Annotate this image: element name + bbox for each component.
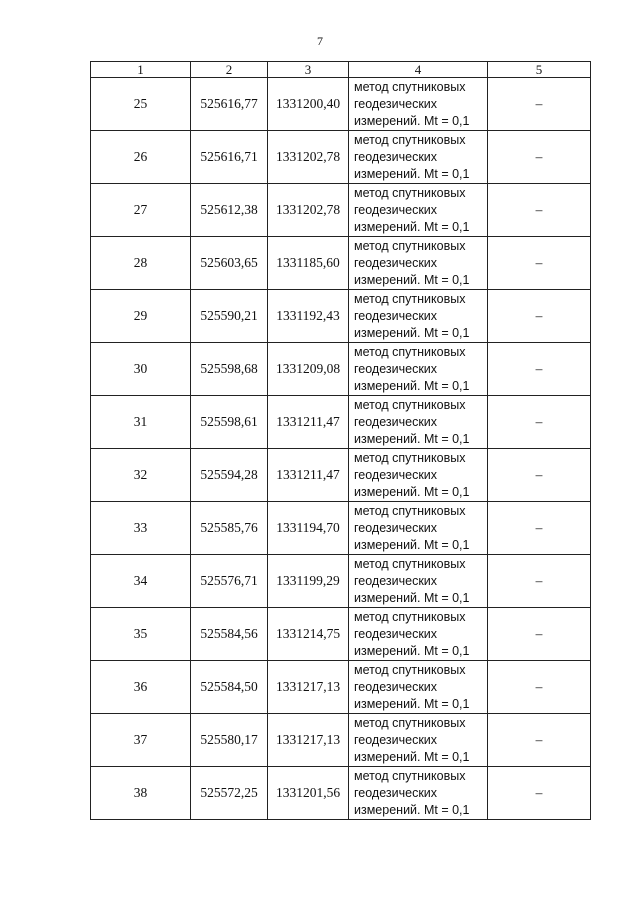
- point-number-cell: 26: [91, 131, 191, 184]
- table-row: [91, 714, 591, 767]
- method-line-1: метод спутниковых: [354, 503, 466, 518]
- point-number-cell: 33: [91, 502, 191, 555]
- y-coordinate-cell: 1331202,78: [268, 184, 349, 237]
- table-row: [91, 555, 591, 608]
- method-line-1: метод спутниковых: [354, 556, 466, 571]
- point-number-cell: 31: [91, 396, 191, 449]
- point-number-cell: 38: [91, 767, 191, 820]
- y-coordinate-cell: 1331214,75: [268, 608, 349, 661]
- method-line-2: геодезических: [354, 626, 438, 641]
- point-number-cell: 27: [91, 184, 191, 237]
- note-cell: –: [488, 767, 591, 820]
- method-line-2: геодезических: [354, 467, 438, 482]
- method-cell: [349, 767, 488, 820]
- method-line-3: измерений. Mt = 0,1: [354, 378, 470, 393]
- y-coordinate-cell: 1331202,78: [268, 131, 349, 184]
- method-line-2: геодезических: [354, 308, 438, 323]
- page-number: 7: [317, 34, 323, 48]
- header-col-3: 3: [268, 62, 349, 78]
- y-coordinate-cell: 1331194,70: [268, 502, 349, 555]
- method-line-2: геодезических: [354, 361, 438, 376]
- method-line-2: геодезических: [354, 414, 438, 429]
- method-line-3: измерений. Mt = 0,1: [354, 431, 470, 446]
- header-col-5: 5: [488, 62, 591, 78]
- y-coordinate-cell: 1331209,08: [268, 343, 349, 396]
- x-coordinate-cell: 525598,68: [191, 343, 268, 396]
- method-line-3: измерений. Mt = 0,1: [354, 484, 470, 499]
- note-cell: –: [488, 502, 591, 555]
- table-row: [91, 184, 591, 237]
- table-row: [91, 78, 591, 131]
- method-line-1: метод спутниковых: [354, 132, 466, 147]
- point-number-cell: 34: [91, 555, 191, 608]
- note-cell: –: [488, 290, 591, 343]
- method-line-2: геодезических: [354, 573, 438, 588]
- method-line-3: измерений. Mt = 0,1: [354, 643, 470, 658]
- x-coordinate-cell: 525598,61: [191, 396, 268, 449]
- method-line-2: геодезических: [354, 520, 438, 535]
- method-line-1: метод спутниковых: [354, 662, 466, 677]
- point-number-cell: 28: [91, 237, 191, 290]
- y-coordinate-cell: 1331200,40: [268, 78, 349, 131]
- coordinates-table: [90, 61, 591, 820]
- y-coordinate-cell: 1331185,60: [268, 237, 349, 290]
- method-line-1: метод спутниковых: [354, 291, 466, 306]
- table-row: [91, 502, 591, 555]
- note-cell: –: [488, 237, 591, 290]
- method-cell: [349, 555, 488, 608]
- method-line-2: геодезических: [354, 732, 438, 747]
- note-cell: –: [488, 608, 591, 661]
- header-col-2: 2: [191, 62, 268, 78]
- note-cell: –: [488, 131, 591, 184]
- point-number-cell: 25: [91, 78, 191, 131]
- method-line-3: измерений. Mt = 0,1: [354, 802, 470, 817]
- note-cell: –: [488, 449, 591, 502]
- note-cell: –: [488, 555, 591, 608]
- method-line-1: метод спутниковых: [354, 768, 466, 783]
- table-row: [91, 661, 591, 714]
- x-coordinate-cell: 525585,76: [191, 502, 268, 555]
- y-coordinate-cell: 1331217,13: [268, 714, 349, 767]
- y-coordinate-cell: 1331192,43: [268, 290, 349, 343]
- header-col-1: 1: [91, 62, 191, 78]
- table-row: [91, 449, 591, 502]
- x-coordinate-cell: 525584,50: [191, 661, 268, 714]
- method-cell: [349, 78, 488, 131]
- note-cell: –: [488, 343, 591, 396]
- note-cell: –: [488, 184, 591, 237]
- y-coordinate-cell: 1331217,13: [268, 661, 349, 714]
- point-number-cell: 30: [91, 343, 191, 396]
- method-line-1: метод спутниковых: [354, 185, 466, 200]
- x-coordinate-cell: 525612,38: [191, 184, 268, 237]
- method-line-3: измерений. Mt = 0,1: [354, 113, 470, 128]
- x-coordinate-cell: 525572,25: [191, 767, 268, 820]
- method-line-1: метод спутниковых: [354, 450, 466, 465]
- method-line-2: геодезических: [354, 149, 438, 164]
- method-line-1: метод спутниковых: [354, 79, 466, 94]
- method-line-3: измерений. Mt = 0,1: [354, 696, 470, 711]
- method-line-1: метод спутниковых: [354, 715, 466, 730]
- method-cell: [349, 396, 488, 449]
- method-cell: [349, 131, 488, 184]
- x-coordinate-cell: 525576,71: [191, 555, 268, 608]
- method-cell: [349, 237, 488, 290]
- table-row: [91, 396, 591, 449]
- note-cell: –: [488, 661, 591, 714]
- method-cell: [349, 608, 488, 661]
- y-coordinate-cell: 1331211,47: [268, 449, 349, 502]
- method-line-2: геодезических: [354, 679, 438, 694]
- x-coordinate-cell: 525616,71: [191, 131, 268, 184]
- x-coordinate-cell: 525616,77: [191, 78, 268, 131]
- method-line-3: измерений. Mt = 0,1: [354, 537, 470, 552]
- point-number-cell: 36: [91, 661, 191, 714]
- x-coordinate-cell: 525603,65: [191, 237, 268, 290]
- point-number-cell: 29: [91, 290, 191, 343]
- method-line-3: измерений. Mt = 0,1: [354, 590, 470, 605]
- header-row: [91, 62, 591, 78]
- method-line-2: геодезических: [354, 255, 438, 270]
- header-col-4: 4: [349, 62, 488, 78]
- method-cell: [349, 184, 488, 237]
- table-row: [91, 767, 591, 820]
- method-line-1: метод спутниковых: [354, 609, 466, 624]
- method-line-1: метод спутниковых: [354, 238, 466, 253]
- table-row: [91, 290, 591, 343]
- method-line-3: измерений. Mt = 0,1: [354, 325, 470, 340]
- table-row: [91, 343, 591, 396]
- method-cell: [349, 449, 488, 502]
- note-cell: –: [488, 396, 591, 449]
- table-row: [91, 608, 591, 661]
- method-cell: [349, 661, 488, 714]
- x-coordinate-cell: 525584,56: [191, 608, 268, 661]
- method-line-2: геодезических: [354, 202, 438, 217]
- point-number-cell: 35: [91, 608, 191, 661]
- method-line-1: метод спутниковых: [354, 344, 466, 359]
- method-cell: [349, 502, 488, 555]
- point-number-cell: 37: [91, 714, 191, 767]
- table-body: [91, 78, 591, 820]
- table-row: [91, 237, 591, 290]
- x-coordinate-cell: 525590,21: [191, 290, 268, 343]
- x-coordinate-cell: 525594,28: [191, 449, 268, 502]
- method-line-2: геодезических: [354, 785, 438, 800]
- method-cell: [349, 714, 488, 767]
- table-header: [91, 62, 591, 78]
- note-cell: –: [488, 714, 591, 767]
- table-row: [91, 131, 591, 184]
- note-cell: –: [488, 78, 591, 131]
- method-cell: [349, 343, 488, 396]
- method-line-2: геодезических: [354, 96, 438, 111]
- y-coordinate-cell: 1331199,29: [268, 555, 349, 608]
- y-coordinate-cell: 1331211,47: [268, 396, 349, 449]
- x-coordinate-cell: 525580,17: [191, 714, 268, 767]
- point-number-cell: 32: [91, 449, 191, 502]
- method-cell: [349, 290, 488, 343]
- method-line-3: измерений. Mt = 0,1: [354, 219, 470, 234]
- method-line-1: метод спутниковых: [354, 397, 466, 412]
- method-line-3: измерений. Mt = 0,1: [354, 749, 470, 764]
- method-line-3: измерений. Mt = 0,1: [354, 166, 470, 181]
- method-line-3: измерений. Mt = 0,1: [354, 272, 470, 287]
- y-coordinate-cell: 1331201,56: [268, 767, 349, 820]
